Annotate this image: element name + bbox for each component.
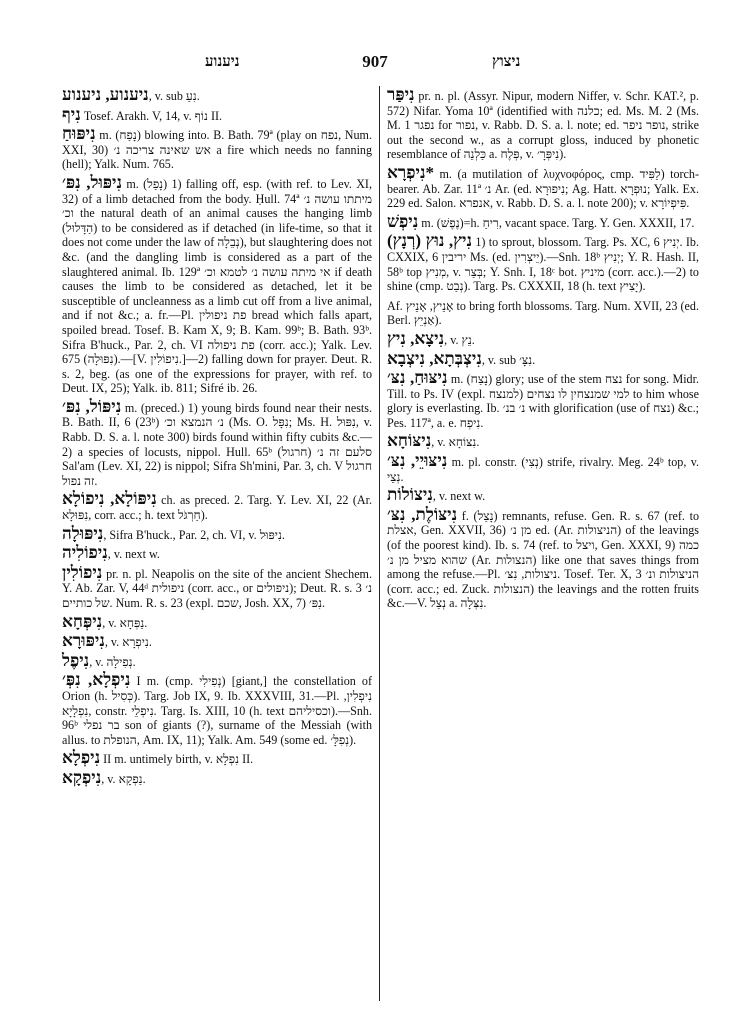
entry-headword: נִיפוֹלִין <box>62 562 103 582</box>
running-head-left: ניענוע <box>205 54 240 70</box>
entry-text: II m. untimely birth, v. נִפְלָא II. <box>100 752 254 767</box>
dictionary-entry <box>62 562 373 611</box>
entry-headword: נִיפְשׁ <box>387 211 419 231</box>
dictionary-entry <box>387 451 699 484</box>
entry-text: , v. sub נִצָּ׳. <box>481 352 536 367</box>
entry-text: 1) to sprout, blossom. Targ. Ps. XC, 6 יְנִיץ. Ib. CXXIX, 6 יריבין Ms. (ed. יֵיצְרִין).—Snh. 18ᵇ יְנִיץ; Y. R. Hash. II, 58ᵇ top מְנִיץ, v. בְּצַר; Y. Snh. I, 18ᶜ bot. מיניץ (corr. acc.).—2) to shine (cmp. נְבַט). Targ. Ps. CXXXII, 18 (h. text יָצִיץ). <box>387 235 700 294</box>
dictionary-entry <box>62 748 372 768</box>
dictionary-entry <box>62 650 372 670</box>
entry-headword: נִיצוֹלוֹת <box>387 485 433 505</box>
entry-headword: נִיצּוֹלֶת, נִצּ׳ <box>387 504 458 524</box>
dictionary-entry <box>62 523 372 543</box>
entry-text: , v. next w. <box>107 547 160 562</box>
entry-text: ch. as preced. 2. Targ. Y. Lev. XI, 22 (Ar. נִפּוּלָא, corr. acc.; h. text חַרְגֹּל). <box>62 493 372 523</box>
entry-headword: נִיצּוּיֵי, נִצּ׳ <box>387 451 448 471</box>
page-number: 907 <box>362 52 388 71</box>
entry-headword: נִיפֶל <box>62 650 90 670</box>
dictionary-entry <box>62 631 372 651</box>
entry-headword: נִיפּוֹלָא, נִיפוֹלָא <box>62 489 157 509</box>
right-column <box>387 85 700 615</box>
entry-text: pr. n. pl. (Assyr. Nipur, modern Niffer, v. Schr. KAT.², p. 572) Nifar. Yoma 10ª (identified with כלנה; ed. Ms. M. 2 (Ms. M. 1 נפגר for נפור, v. Rabb. D. S. a. l. note; ed. נופר ניפר, strike out the second w., as a corrupt gloss, induced by phonetic resemblance of כַּלְנֵה a. פְּלֶח, v. נִיפְּרָ׳). <box>387 89 699 162</box>
dictionary-entry <box>387 231 700 294</box>
entry-headword: נִיצְבְּתָא, נִיצְבָא <box>387 348 482 368</box>
entry-text: , Sifra B'huck., Par. 2, ch. VI, v. נִיפּוּל. <box>103 527 285 542</box>
dictionary-entry <box>387 504 700 611</box>
dictionary-entry <box>62 670 373 747</box>
entry-headword: נִיפּוּרָא <box>62 631 105 651</box>
dictionary-entry <box>387 211 699 231</box>
entry-text: , v. sub נִעַ. <box>148 89 200 103</box>
dictionary-entry <box>62 124 373 172</box>
dictionary-entry <box>62 767 372 787</box>
column-divider <box>379 86 380 1001</box>
entry-headword: נִיצּוֹחָא <box>387 431 432 451</box>
entry-text: pr. n. pl. Neapolis on the site of the ancient Shechem. Y. Ab. Zar. V, 44ᵈ ניפולית (corr. acc., or ניפולים); Deut. R. s. 3 נ׳ של כותיים. Num. R. s. 23 (expl. שכם, Josh. XX, 7) נִפּ׳. <box>62 566 373 610</box>
entry-text: m. (נָצַח) glory; use of the stem נצח for song. Midr. Till. to Ps. IV (expl. למנצח) למי שמנצחין לו נצחים to him whose glory is everlasting. Ib. נ׳ בנ׳ with glorification (use of נצח) &c.; Pes. 117ª, a. e. נִיפְח. <box>387 372 700 430</box>
entry-text: Tosef. Arakh. V, 14, v. נוֹף II. <box>80 108 223 123</box>
entry-headword: *נִיפְרָא <box>387 162 434 182</box>
entry-text: , v. נִצּוֹחָא. <box>431 435 480 450</box>
left-column <box>62 85 373 791</box>
entry-headword: נִיפּוּלָה <box>62 523 104 543</box>
entry-headword: ניענוע, ניענוע <box>62 85 149 104</box>
dictionary-entry <box>62 104 372 124</box>
entry-text: I m. (cmp. נְפִילִי) [giant,] the constellation of Orion (h. כְּסִיל). Targ. Job IX, 9. Ib. XXXVIII, 31.—Pl. נִיפְלִין, נִפְלָיָא, constr. נִיפְלֵי. Targ. Is. XIII, 10 (h. text וכסיליהם).—Snh. 96ᵇ בר נפלי son of giants (?), surname of the Messiah (with allus. to הנופלת, Am. IX, 11); Yalk. Am. 549 (some ed. נְפִלָּ׳). <box>62 674 373 747</box>
dictionary-entry <box>387 368 700 430</box>
entry-text: , v. נַפְּחָא. <box>102 615 148 630</box>
dictionary-entry <box>62 85 372 104</box>
entry-text: m. (a mutilation of λυχνοφόρος, cmp. לַפִּיד) torch-bearer. Ab. Zar. 11ª נ׳ Ar. (ed. נִיפוּרָא; Ag. Hatt. נוּפְרָא; Yalk. Ex. 229 ed. Salon. אנפרא, v. Rabb. D. S. a. l. note 200); v. פִּיפְיוֹרָא. <box>387 166 699 211</box>
entry-headword: נִיצּוּחַ, נִצּ׳ <box>387 368 448 388</box>
entry-text: m. pl. constr. (נְצִי) strife, rivalry. Meg. 24ᵇ top, v. נְצֵי. <box>387 455 699 484</box>
dictionary-entry <box>387 328 699 348</box>
entry-text: , v. next w. <box>432 489 486 504</box>
entry-headword: נִיפְלָא <box>62 748 101 768</box>
dictionary-entry <box>387 85 699 162</box>
dictionary-entry <box>62 611 372 631</box>
entry-headword: נִיף <box>62 104 81 124</box>
entry-text: , v. נַפְקָא. <box>101 771 146 786</box>
entry-headword: נִיפוֹלִיה <box>62 543 108 563</box>
dictionary-entry <box>387 485 699 505</box>
dictionary-entry <box>387 298 699 328</box>
entry-headword: נִיפְלָא, נִפְּ׳ <box>62 670 131 690</box>
entry-text: f. (נָצַל) remnants, refuse. Gen. R. s. 67 (ref. to אצלת, Gen. XXVII, 36) מן נ׳ ed. (Ar. הניצולות) of the leavings (of the poorest kind). Ib. s. 74 (ref. to ויצל, Gen. XXXI, 9) כמה שהוא מציל מן נ׳ (Ar. הנצולות) like one that saves things from among the refuse.—Pl. ניצולות, נִצּ׳. Tosef. Ter. X, 3 הניצולות ונ׳ (corr. acc.; ed. Zuck. הנצולות) the leavings and the rotten fruits &c.—V. נְצַל a. נִצְּלָה. <box>387 508 700 611</box>
dictionary-entry <box>387 162 699 211</box>
entry-text: , v. נֵץ. <box>444 332 475 347</box>
dictionary-entry <box>62 172 373 396</box>
entry-headword: נִיצָא, נִיץ <box>387 328 445 348</box>
entry-text: Af. אָנֵיץ, אָנֵיץ to bring forth blossoms. Targ. Num. XVII, 23 (ed. Berl. אַנְיֵץ). <box>387 298 699 328</box>
entry-text: m. (preced.) 1) young birds found near their nests. B. Bath. II, 6 (23ᵇ) נ׳ הנמצא וכ׳ (Ms. O. נִפָּל; Ms. H. נִפּוּל, v. Rabb. D. S. a. l. note 300) birds found within fifty cubits &c.—2) a species of locusts, nippol. Hull. 65ᵇ סלעם זה נ׳ (חרגול) Sal'am (Lev. XI, 22) is nippol; Sifra Sh'mini, Par. 3, ch. V חרגול זה נפול. <box>62 400 372 488</box>
dictionary-entry <box>387 348 699 368</box>
entry-headword: נִיפּוֹל, נִפּ׳ <box>62 396 122 416</box>
entry-text: m. (נֶפֶשׁ)=h. רִיחַ, vacant space. Targ. Y. Gen. XXXII, 17. <box>418 215 695 230</box>
entry-headword: נִיץ, נוּץ (רְנָץ) <box>387 231 472 251</box>
entry-text: m. (נָפַל) 1) falling off, esp. (with ref. to Lev. XI, 32) of a limb detached from the body. Ḥull. 74ª מיתתו עושה נ׳ וכ׳ the natural death of an animal causes the hanging limb (הַדָּלוּל) to be considered as if detached (in life-time, so that it does not come under the law of נְבֵלָה), but slaughtering does not &c. (and the dangling limb is considered as a part of the slaughtered animal. Ib. 129ª אי מיתה עושה נ׳ לטמא וכ׳ if death causes the limb to be considered as detached, let it be susceptible of uncleanness as a limb cut off from a live animal, and if not &c.; a. fr.—Pl. פת ניפולין bread which falls apart, spoiled bread. Tosef. B. Kam X, 9; B. Kam. 99ᵇ; B. Bath. 93ᵇ. Sifra B'huck., Par. 2, ch. VI פת ניפולה (corr. acc.); Yalk. Lev. 675 (נִפּוּלָה).—[V. נִיפוֹלִין.]—2) falling down for prayer. Deut. R. s. 2, beg. (as one of the expressions for prayer, with ref. to Deut. IX, 25); Yalk. ib. 811; Sifré ib. 26. <box>62 176 373 396</box>
entry-text: , v. נְפִילָה. <box>89 654 136 669</box>
entry-headword: נִיפּוּחַ <box>62 124 96 144</box>
running-head-right: ניצוץ <box>492 54 521 70</box>
entry-headword: נִיפְקָא <box>62 767 102 787</box>
entry-headword: נִיפּוּל, נִפּ׳ <box>62 172 123 192</box>
entry-headword: נִיפַּר <box>387 85 415 104</box>
dictionary-entry <box>62 543 372 563</box>
dictionary-entry <box>387 431 699 451</box>
dictionary-entry <box>62 396 372 489</box>
entry-headword: נִיפְּחָא <box>62 611 103 631</box>
entry-text: m. (נָפַח) blowing into. B. Bath. 79ª (play on נפח, Num. XXI, 30) אש שאינה צריכה נ׳ a fire which needs no fanning (hell); Yalk. Num. 765. <box>62 128 373 172</box>
dictionary-entry <box>62 489 372 523</box>
entry-text: , v. נִיפְרָא. <box>104 635 152 650</box>
